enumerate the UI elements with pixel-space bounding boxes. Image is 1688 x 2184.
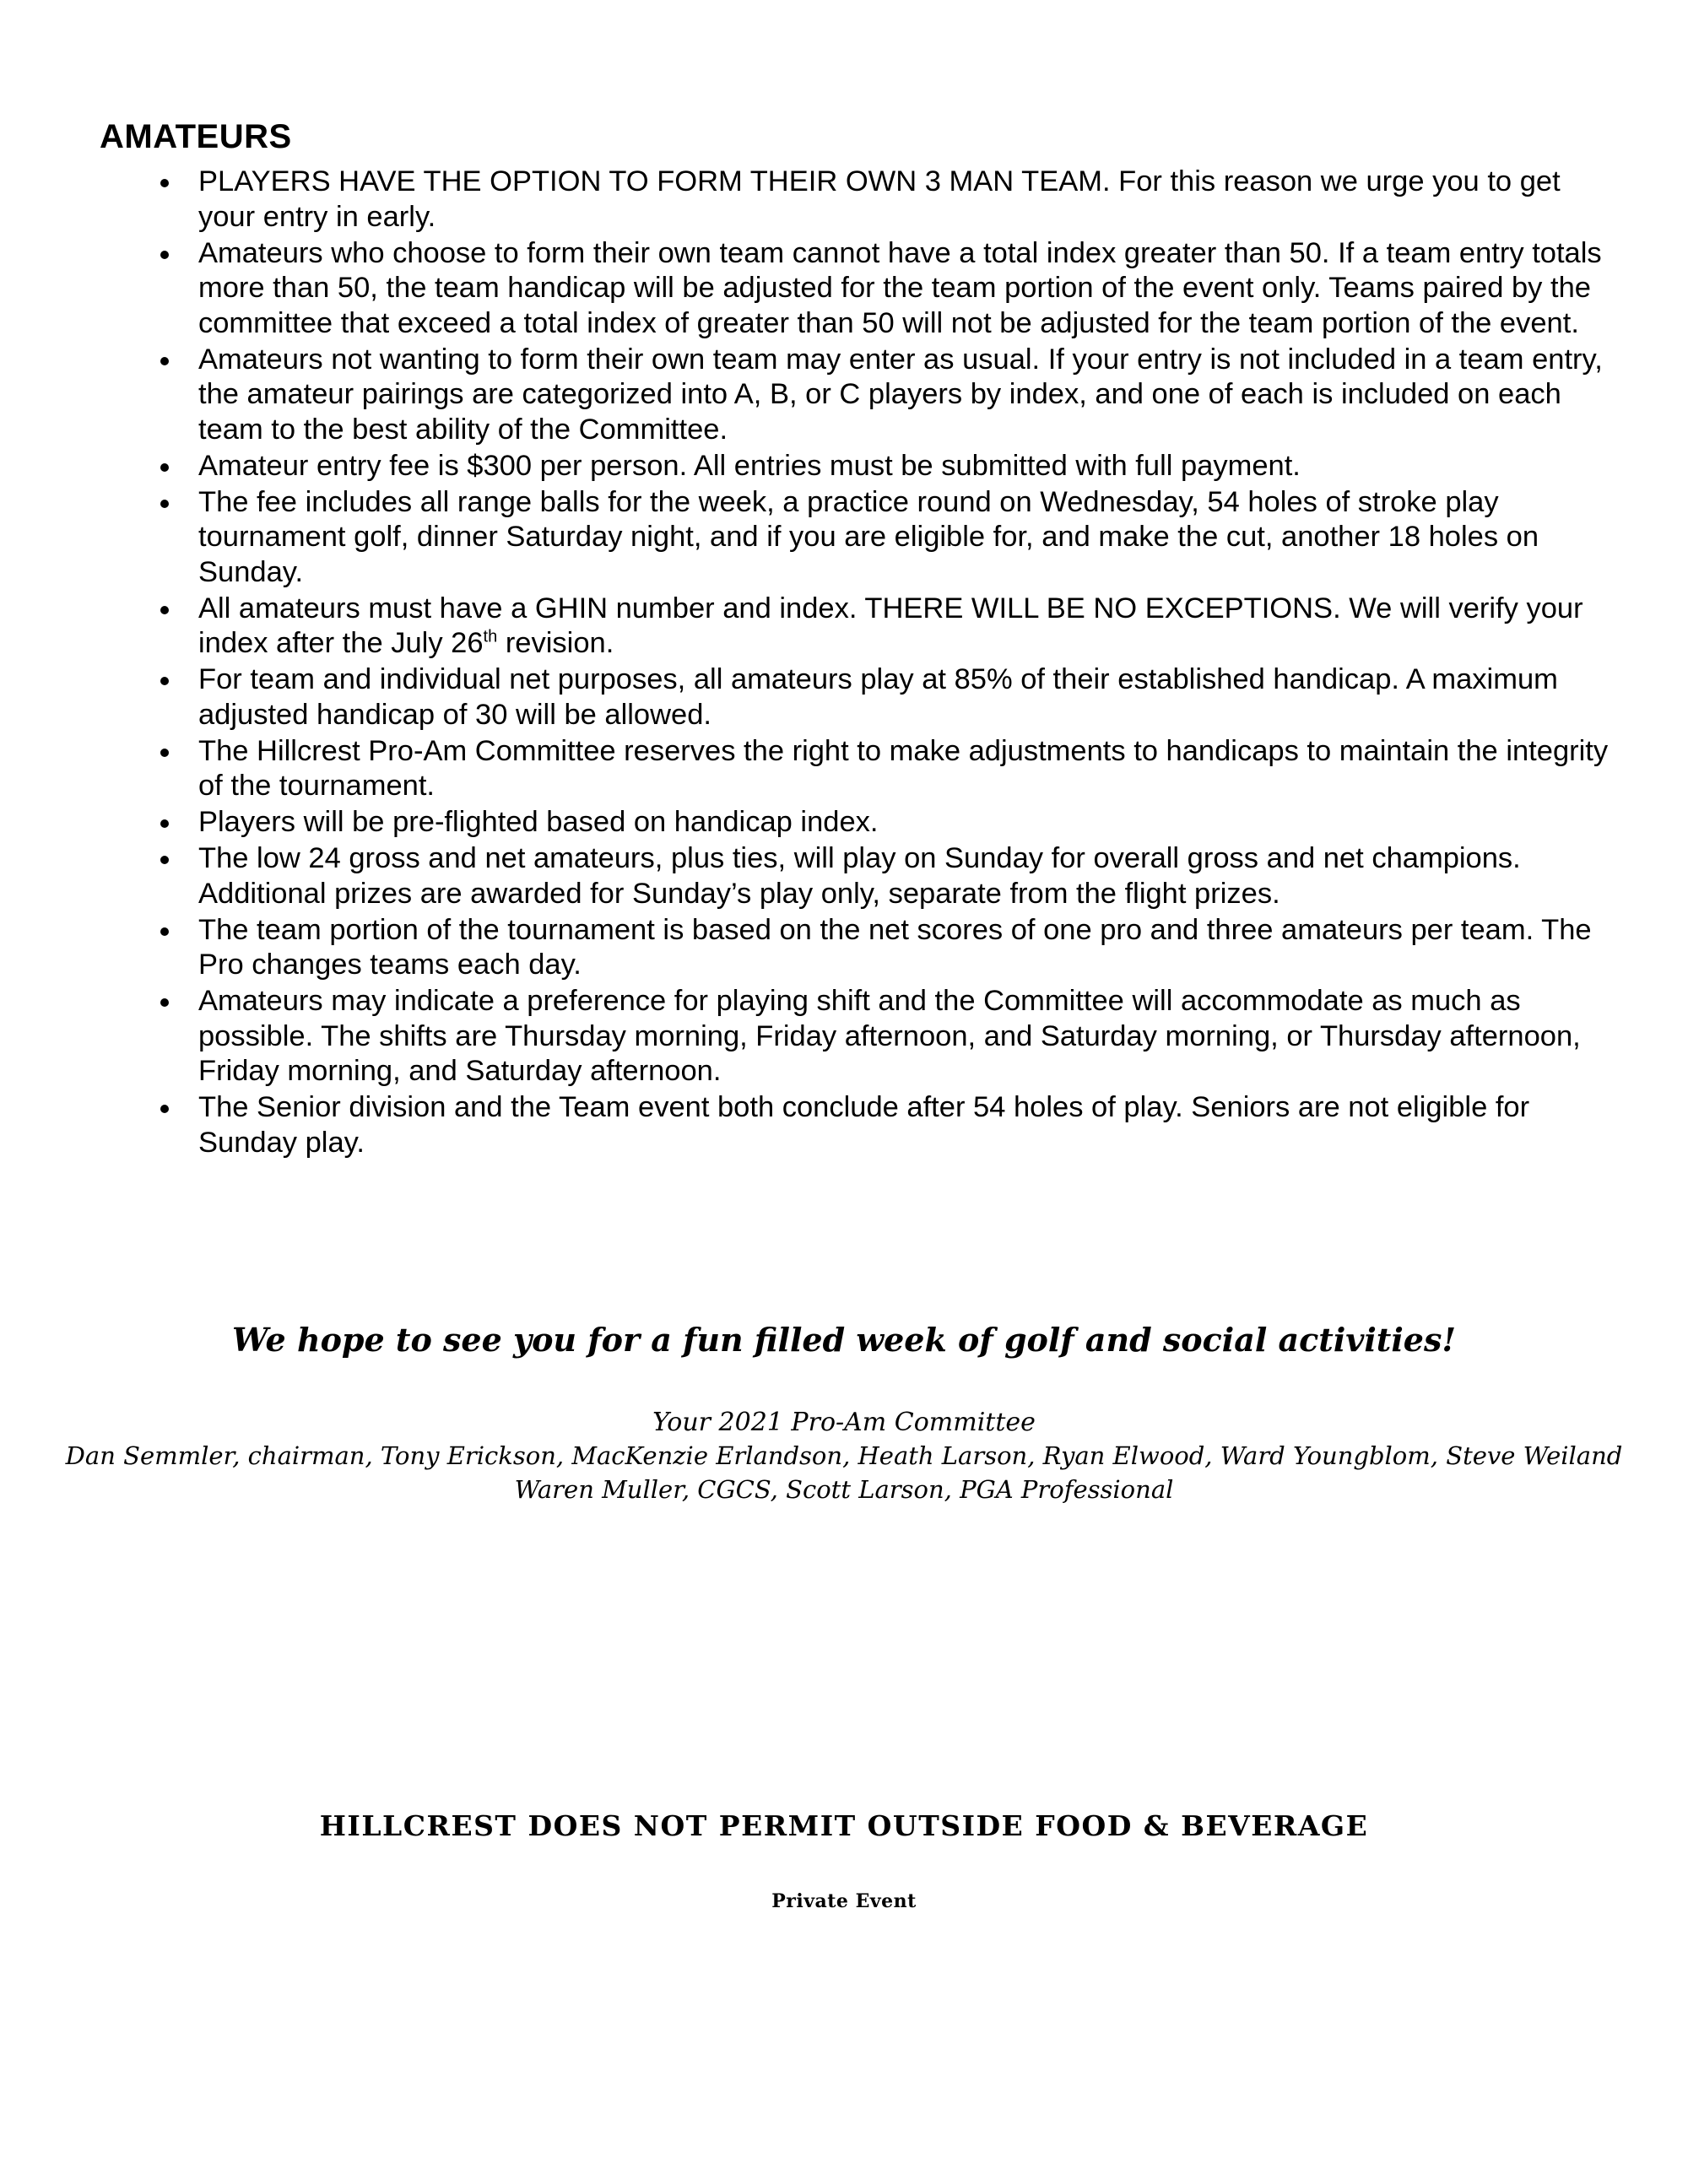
bullet-icon	[160, 500, 169, 508]
bullet-icon	[160, 819, 169, 828]
private-event-label: Private Event	[771, 1890, 917, 1912]
bullet-icon	[160, 463, 169, 472]
bullet-list	[100, 165, 1610, 1162]
bullet-icon	[160, 998, 169, 1007]
list-item: Amateurs who choose to form their own team cannot have a total index greater than 50. If a team entry totals more than 50, the team handicap will be adjusted for the team portion of the event only. Teams paired by the committee that exceed a total index of greater than 50 will not be adjusted for the team portion of the event.	[100, 236, 1610, 342]
section-heading: AMATEURS	[100, 118, 292, 155]
list-item: Players will be pre-flighted based on handicap index.	[100, 805, 1610, 841]
list-item: Amateurs not wanting to form their own team may enter as usual. If your entry is not included in a team entry, the amateur pairings are categorized into A, B, or C players by index, and one of each is included on each team to the best ability of the Committee.	[100, 343, 1610, 448]
bullet-icon	[160, 749, 169, 757]
bullet-icon	[160, 856, 169, 864]
list-item: For team and individual net purposes, all amateurs play at 85% of their established handicap. A maximum adjusted handicap of 30 will be allowed.	[100, 662, 1610, 733]
list-item: PLAYERS HAVE THE OPTION TO FORM THEIR OWN 3 MAN TEAM. For this reason we urge you to get your entry in early.	[100, 165, 1610, 235]
committee-members-line-2: Waren Muller, CGCS, Scott Larson, PGA Professional	[514, 1475, 1174, 1504]
food-beverage-notice: HILLCREST DOES NOT PERMIT OUTSIDE FOOD & BEVERAGE	[319, 1809, 1369, 1842]
list-item: Amateur entry fee is $300 per person. All entries must be submitted with full payment.	[100, 449, 1610, 484]
list-item: Amateurs may indicate a preference for playing shift and the Committee will accommodate as much as possible. The shifts are Thursday morning, Friday afternoon, and Saturday morning, or Thursday afternoon, Friday morning, and Saturday afternoon.	[100, 984, 1610, 1089]
bullet-icon	[160, 179, 169, 187]
bullet-icon	[160, 251, 169, 259]
list-item: All amateurs must have a GHIN number and index. THERE WILL BE NO EXCEPTIONS. We will verify your index after the July 26th revision.	[100, 592, 1610, 662]
list-item: The Hillcrest Pro-Am Committee reserves the right to make adjustments to handicaps to maintain the integrity of the tournament.	[100, 734, 1610, 804]
list-item: The low 24 gross and net amateurs, plus ties, will play on Sunday for overall gross and net champions. Additional prizes are awarded for Sunday’s play only, separate from the flight prizes.	[100, 841, 1610, 911]
committee-title: Your 2021 Pro-Am Committee	[652, 1408, 1036, 1437]
bullet-icon	[160, 677, 169, 685]
committee-members-line-1: Dan Semmler, chairman, Tony Erickson, MacKenzie Erlandson, Heath Larson, Ryan Elwood, Ward Youngblom, Steve Weiland	[65, 1441, 1623, 1470]
bullet-icon	[160, 1105, 169, 1113]
bullet-icon	[160, 927, 169, 936]
list-item: The Senior division and the Team event both conclude after 54 holes of play. Seniors are not eligible for Sunday play.	[100, 1090, 1610, 1160]
bullet-icon	[160, 606, 169, 614]
bullet-icon	[160, 357, 169, 365]
closing-tagline: We hope to see you for a fun filled week of golf and social activities!	[231, 1321, 1457, 1359]
list-item: The fee includes all range balls for the week, a practice round on Wednesday, 54 holes of stroke play tournament golf, dinner Saturday night, and if you are eligible for, and make the cut, another 18 holes on Sunday.	[100, 485, 1610, 591]
list-item: The team portion of the tournament is based on the net scores of one pro and three amateurs per team. The Pro changes teams each day.	[100, 913, 1610, 983]
